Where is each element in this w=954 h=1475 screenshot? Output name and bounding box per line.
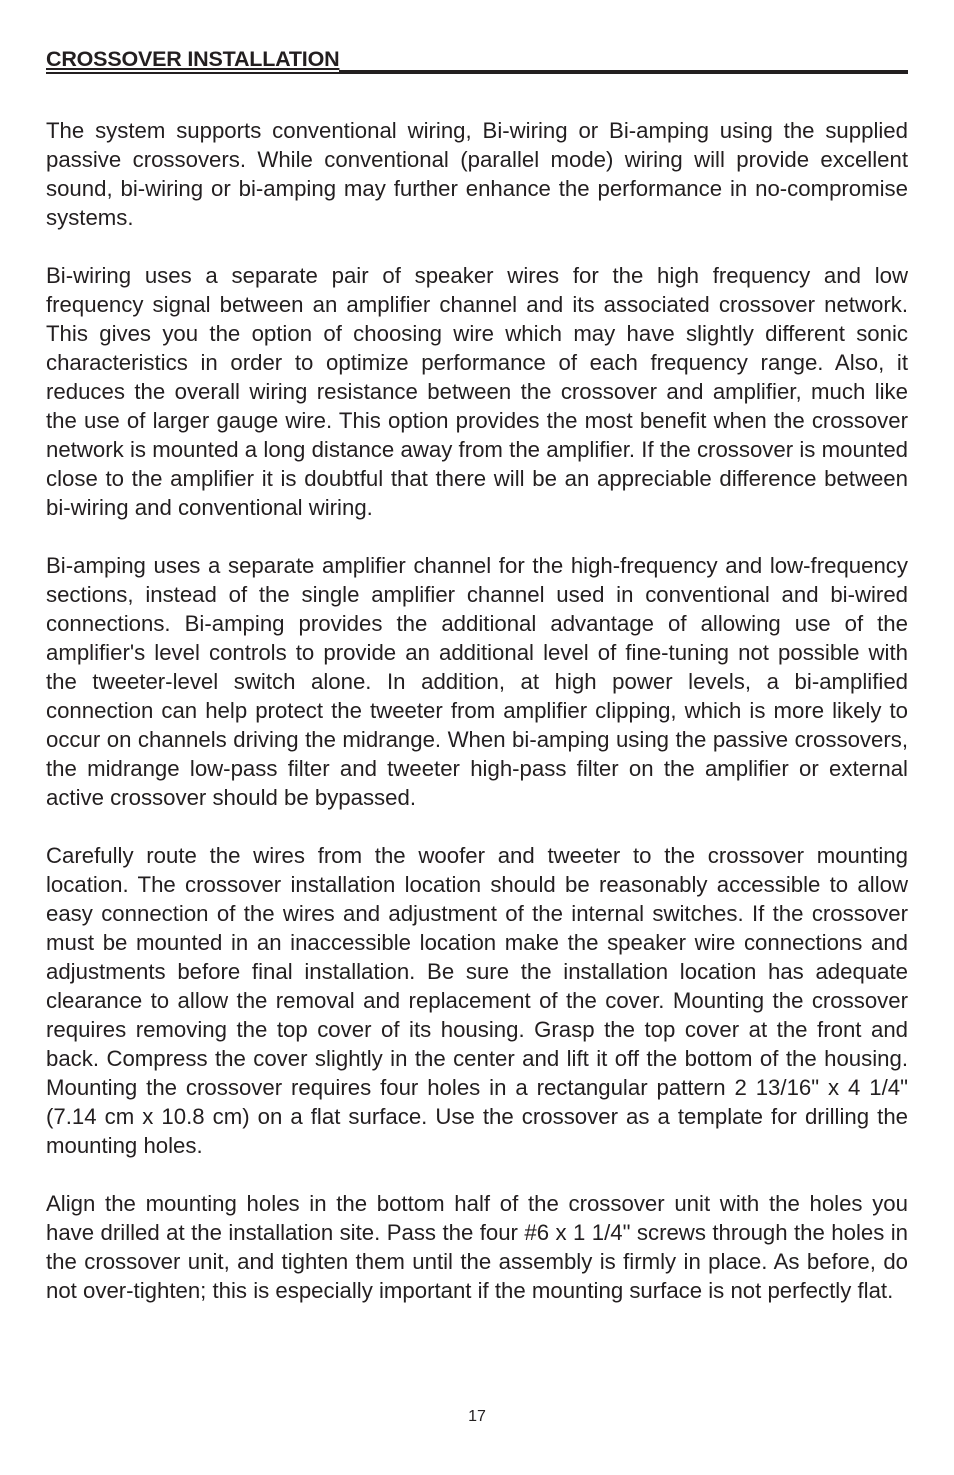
paragraph-bi-amping: Bi-amping uses a separate amplifier channel for the high-frequency and low-frequency sections, instead of the single amplifier channel used in conventional and bi-wired connections. Bi-amping provides the additional advantage of allowing use of the amplifier's level controls to provide an additional level of fine-tuning not possible with the tweeter-level switch alone. In addition, at high power levels, a bi-amplified connection can help protect the tweeter from amplifier clipping, which is more likely to occur on channels driving the midrange. When bi-amping using the passive crossovers, the midrange low-pass filter and tweeter high-pass filter on the amplifier or external active crossover should be bypassed. bbox=[46, 553, 908, 810]
paragraph-crossover-mounting: Carefully route the wires from the woofer and tweeter to the crossover mounting location. The crossover installation location should be reasonably accessible to allow easy connection of the wires and adjustment of the internal switches. If the crossover must be mounted in an inaccessible location make the speaker wire connections and adjustments before final installation. Be sure the installation location has adequate clearance to allow the removal and replacement of the cover. Mounting the crossover requires removing the top cover of its housing. Grasp the top cover at the front and back. Compress the cover slightly in the center and lift it off the bottom of the housing. Mounting the crossover requires four holes in a rectangular pattern 2 13/16" x 4 1/4" (7.14 cm x 10.8 cm) on a flat surface. Use the crossover as a template for drilling the mounting holes. bbox=[46, 843, 908, 1158]
section-heading: CROSSOVER INSTALLATION bbox=[46, 47, 340, 71]
paragraph-wiring-options: The system supports conventional wiring, Bi-wiring or Bi-amping using the supplied passive crossovers. While conventional (parallel mode) wiring will provide excellent sound, bi-wiring or bi-amping may further enhance the performance in no-compromise systems. bbox=[46, 118, 908, 230]
paragraph-align-holes: Align the mounting holes in the bottom half of the crossover unit with the holes you have drilled at the installation site. Pass the four #6 x 1 1/4" screws through the holes in the crossover unit, and tighten them until the assembly is firmly in place. As before, do not over-tighten; this is especially important if the mounting surface is not perfectly flat. bbox=[46, 1191, 908, 1303]
document-page bbox=[46, 40, 908, 1334]
page-number: 17 bbox=[468, 1408, 486, 1425]
section-heading-rule bbox=[46, 40, 908, 74]
paragraph-bi-wiring: Bi-wiring uses a separate pair of speaker wires for the high frequency and low frequency signal between an amplifier channel and its associated crossover network. This gives you the option of choosing wire which may have slightly different sonic characteristics in order to optimize performance of each frequency range. Also, it reduces the overall wiring resistance between the crossover and amplifier, much like the use of larger gauge wire. This option provides the most benefit when the crossover network is mounted a long distance away from the amplifier. If the crossover is mounted close to the amplifier it is doubtful that there will be an appreciable difference between bi-wiring and conventional wiring. bbox=[46, 263, 908, 520]
